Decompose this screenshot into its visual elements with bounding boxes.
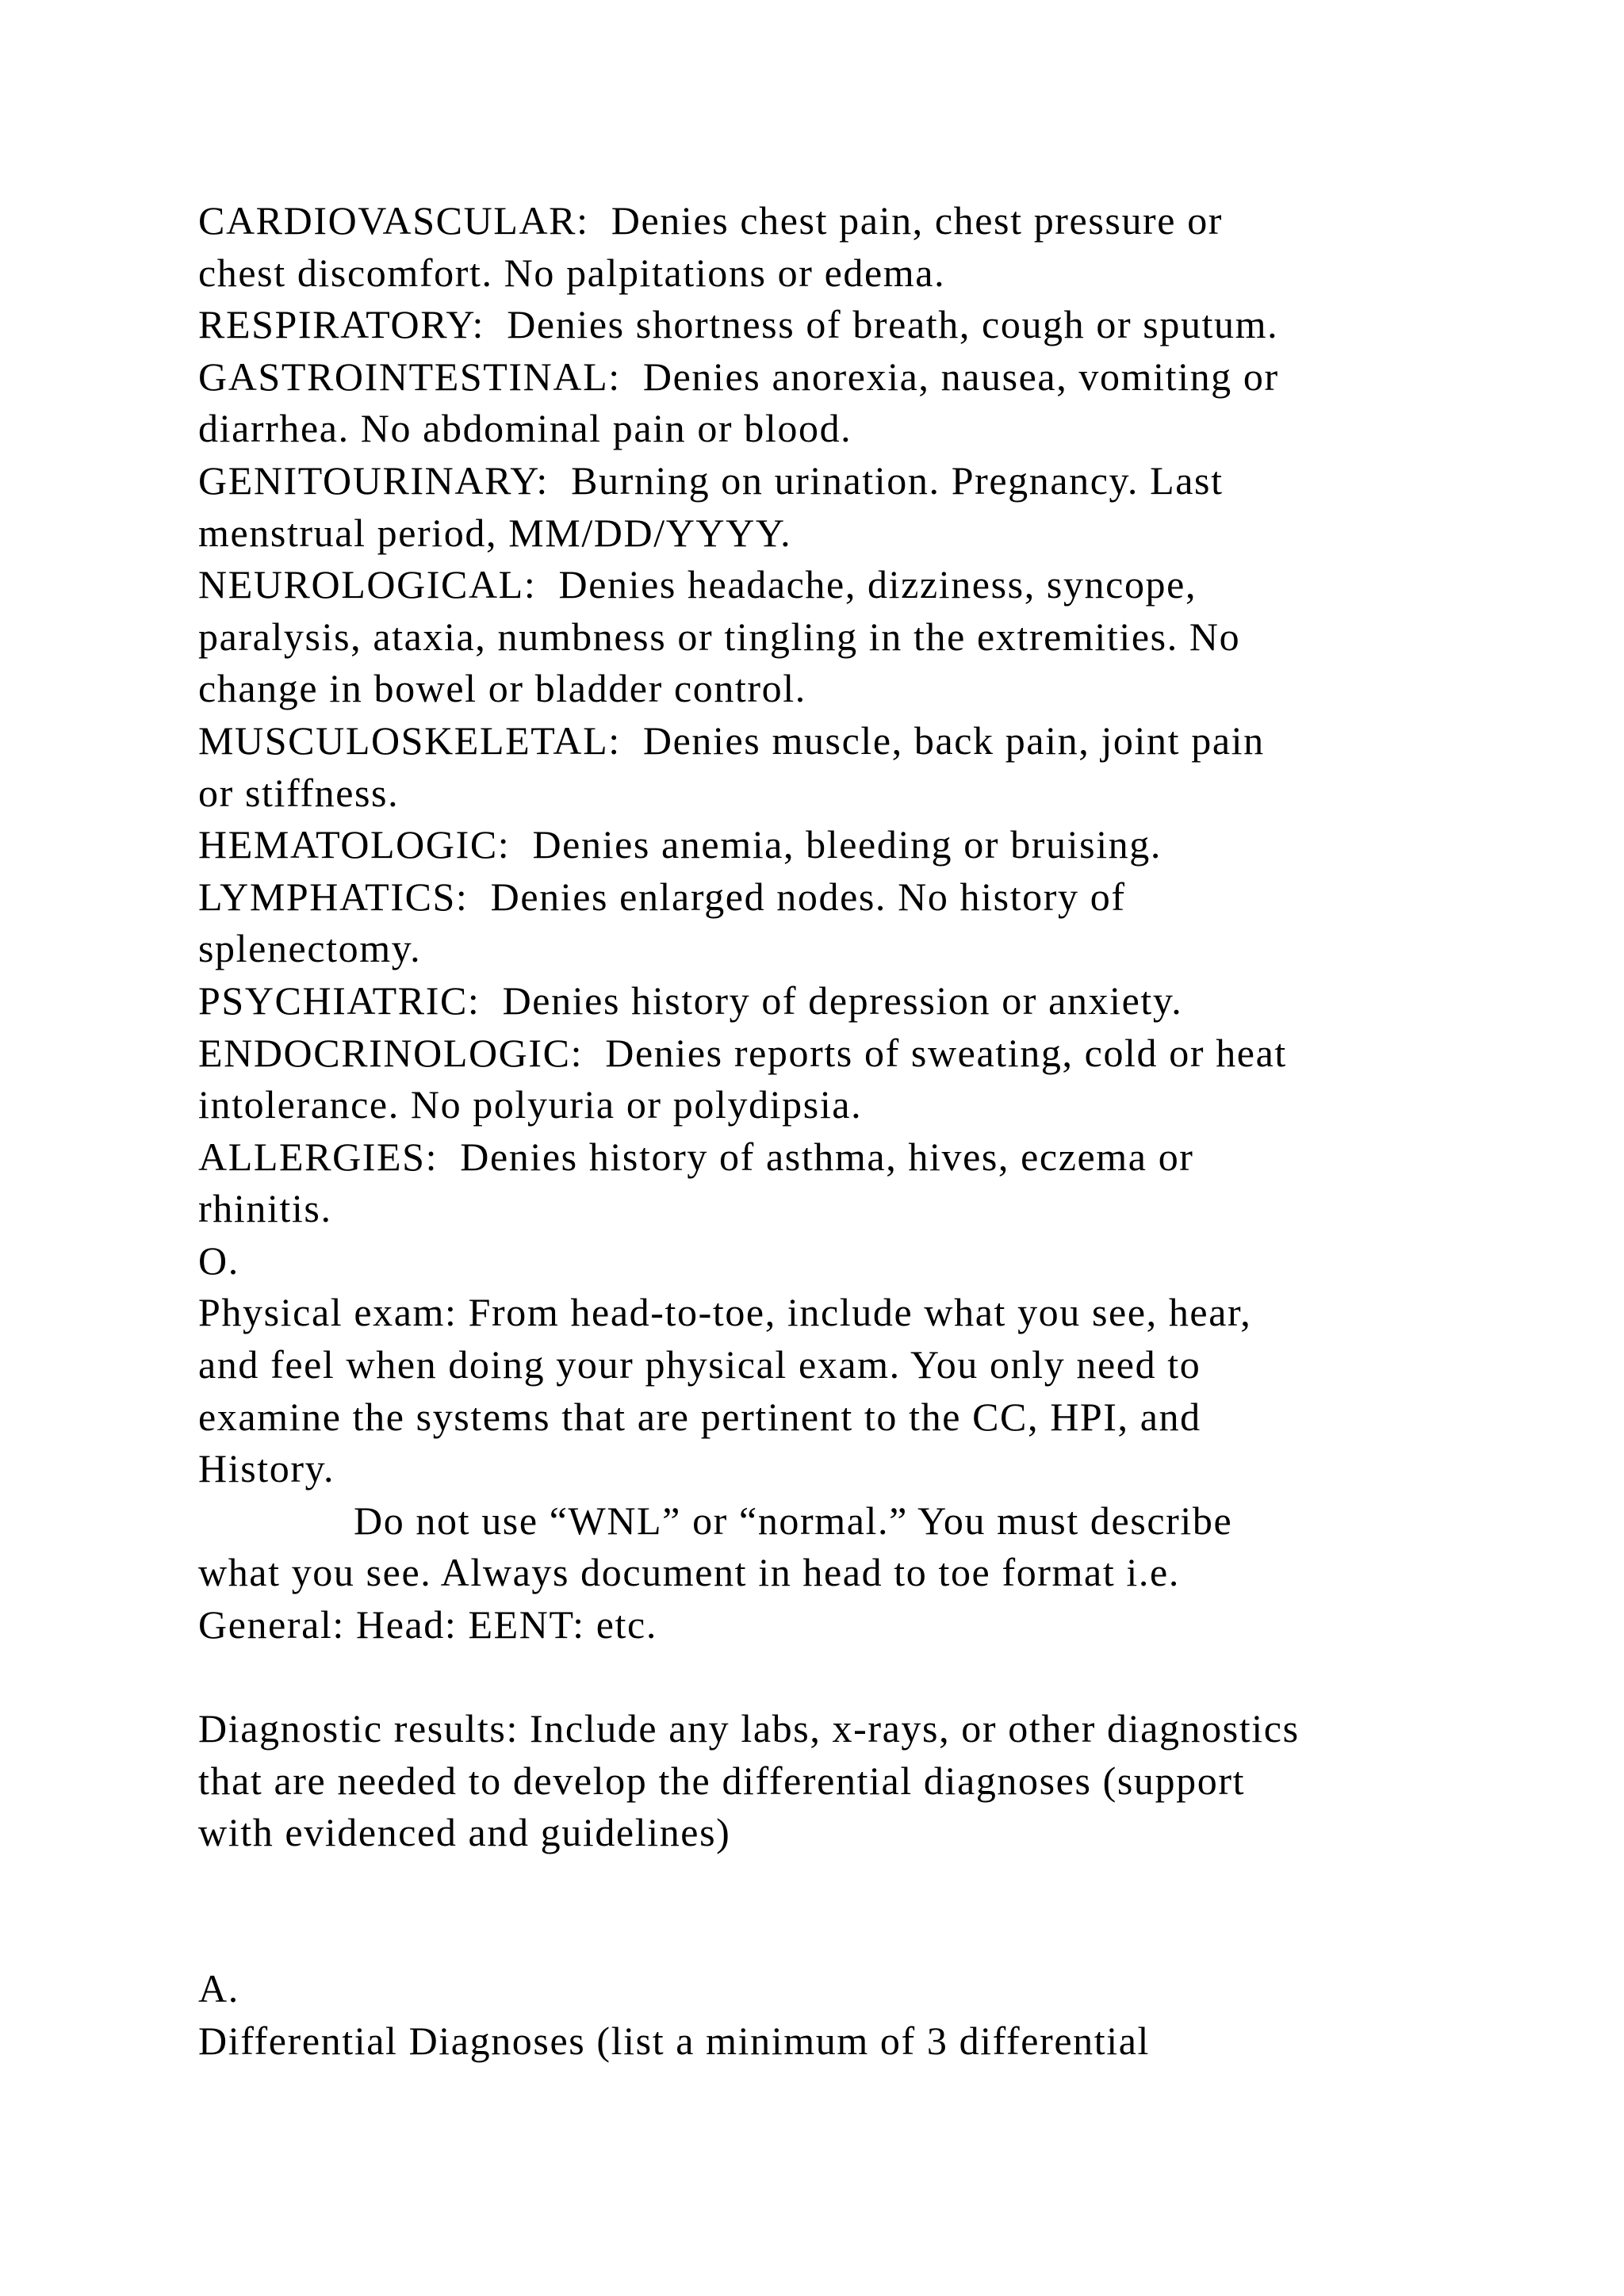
text-line: CARDIOVASCULAR: Denies chest pain, chest pressure or [198,198,1224,243]
document-body [198,195,1499,2067]
text-line: change in bowel or bladder control. [198,666,806,711]
text-line: NEUROLOGICAL: Denies headache, dizziness, syncope, [198,562,1197,607]
blank-line [198,1911,1499,1964]
text-line: that are needed to develop the differential diagnoses (support [198,1758,1246,1803]
blank-line [198,1859,1499,1911]
text-line: menstrual period, MM/DD/YYYY. [198,510,792,555]
text-line: splenectomy. [198,926,422,971]
text-line: chest discomfort. No palpitations or edema. [198,250,946,295]
text-line: History. [198,1446,335,1491]
text-line: and feel when doing your physical exam. You only need to [198,1342,1201,1387]
blank-line [198,1651,1499,1704]
text-line: GENITOURINARY: Burning on urination. Pregnancy. Last [198,457,1224,503]
text-line-indented: Do not use “WNL” or “normal.” You must describe [354,1498,1233,1543]
text-line: ENDOCRINOLOGIC: Denies reports of sweating, cold or heat [198,1030,1287,1075]
text-line: General: Head: EENT: etc. [198,1602,657,1647]
text-line: RESPIRATORY: Denies shortness of breath, cough or sputum. [198,302,1279,347]
text-line: intolerance. No polyuria or polydipsia. [198,1082,863,1127]
text-line: Differential Diagnoses (list a minimum of 3 differential [198,2018,1150,2063]
text-line: rhinitis. [198,1186,332,1231]
section-heading-assessment: A. [198,1966,239,2011]
text-line: Physical exam: From head-to-toe, include what you see, hear, [198,1290,1252,1335]
text-line: MUSCULOSKELETAL: Denies muscle, back pain, joint pain [198,718,1265,763]
text-line: PSYCHIATRIC: Denies history of depression or anxiety. [198,978,1183,1023]
text-line: what you see. Always document in head to toe format i.e. [198,1550,1180,1595]
text-line: or stiffness. [198,770,400,815]
text-line: paralysis, ataxia, numbness or tingling in the extremities. No [198,614,1241,659]
text-line: ALLERGIES: Denies history of asthma, hives, eczema or [198,1134,1194,1179]
text-line: examine the systems that are pertinent to the CC, HPI, and [198,1394,1201,1439]
text-line: diarrhea. No abdominal pain or blood. [198,406,852,451]
text-line: LYMPHATICS: Denies enlarged nodes. No history of [198,874,1126,919]
text-line: GASTROINTESTINAL: Denies anorexia, nausea, vomiting or [198,354,1279,399]
text-line: HEMATOLOGIC: Denies anemia, bleeding or bruising. [198,822,1162,867]
text-line: Diagnostic results: Include any labs, x-rays, or other diagnostics [198,1706,1300,1751]
text-line: with evidenced and guidelines) [198,1810,731,1855]
section-heading-objective: O. [198,1238,239,1283]
